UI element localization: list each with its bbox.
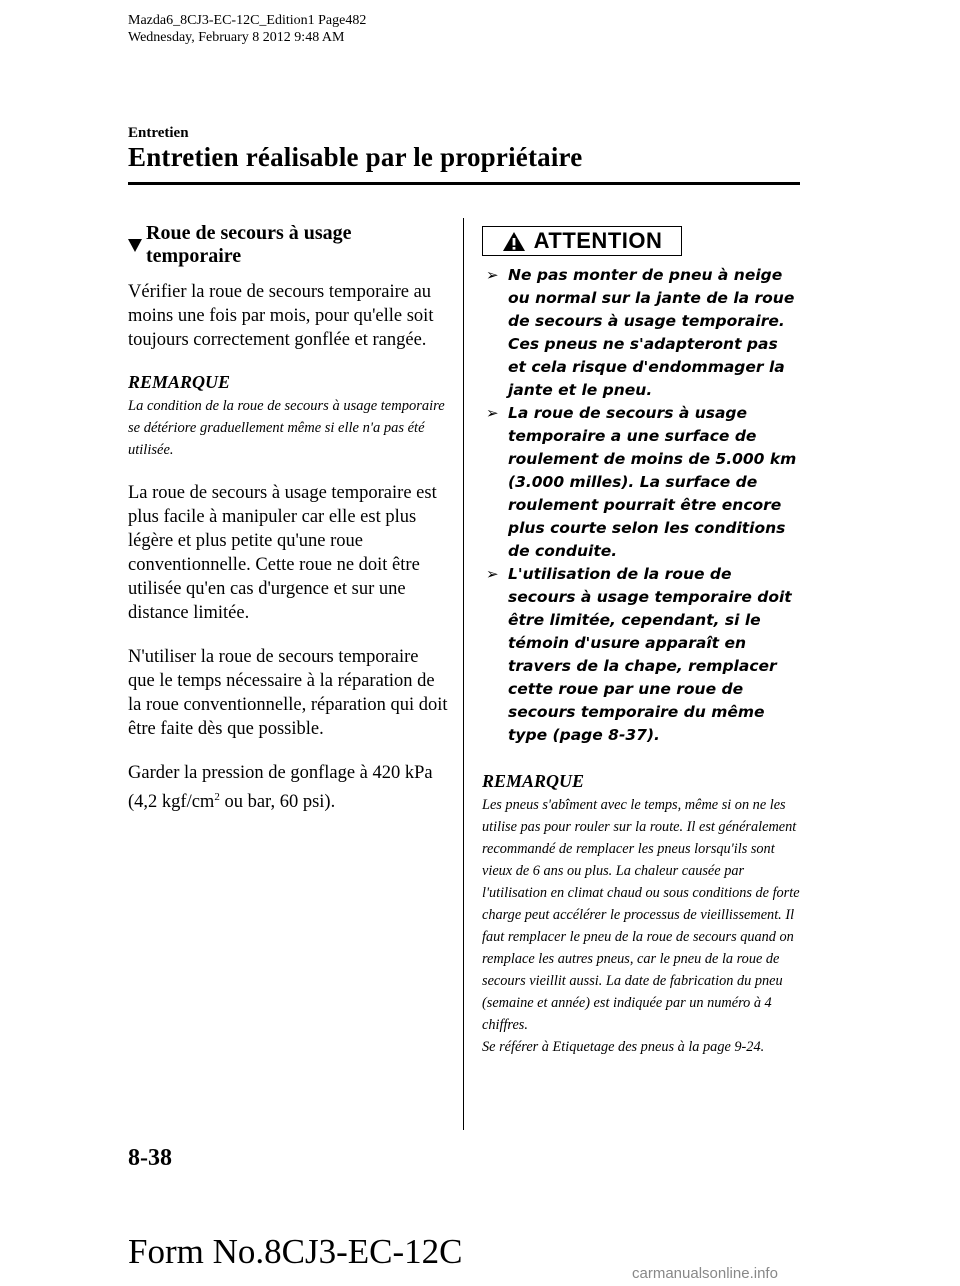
column-divider: [463, 218, 464, 1130]
paragraph-check: Vérifier la roue de secours temporaire au moins une fois par mois, pour qu'elle soit toujours correctement gonflée et rangée.: [128, 282, 434, 350]
pressure-text-end: ou bar, 60 psi).: [219, 792, 336, 813]
right-column: [482, 226, 800, 1058]
arrow-bullet-icon: ➢: [486, 266, 499, 284]
paragraph-handling: La roue de secours à usage temporaire est plus facile à manipuler car elle est plus légère et plus petite qu'une roue conventionnelle. Cette roue ne doit être utilisée qu'en cas d'urgence et sur une distance limitée.: [128, 483, 437, 623]
watermark: carmanualsonline.info: [632, 1265, 778, 1282]
paragraph-usage: N'utiliser la roue de secours temporaire que le temps nécessaire à la réparation de la roue conventionnelle, réparation qui doit être faite dès que possible.: [128, 647, 448, 739]
list-item-text: L'utilisation de la roue de secours à usage temporaire doit être limitée, cependant, si le témoin d'usure apparaît en travers de la chape, remplacer cette roue par une roue de secours temporaire du même type (page 8-37).: [508, 565, 792, 744]
attention-box: [482, 226, 682, 256]
pressure-text: Garder la pression de gonflage à 420 kPa (4,2 kgf/cm: [128, 763, 433, 813]
remark-title: REMARQUE: [482, 771, 585, 791]
arrow-bullet-icon: ➢: [486, 404, 499, 422]
attention-list: [482, 264, 800, 747]
remark-text: Les pneus s'abîment avec le temps, même si on ne les utilise pas pour rouler sur la route. Il est généralement recommandé de remplacer les pneus lorsqu'ils sont vieux de 6 ans ou plus. La chaleur causée par l'utilisation en climat chaud ou sous conditions de forte charge peut accélérer le processus de vieillissement. Il faut remplacer le pneu de la roue de secours quand on remplace les autres pneus, car le pneu de la roue de secours vieillit aussi. La date de fabrication du pneu (semaine et année) est indiquée par un numéro à 4 chiffres.: [482, 797, 800, 1033]
list-item: [482, 264, 800, 402]
paragraph-pressure: [128, 761, 448, 814]
page-number: 8-38: [128, 1145, 172, 1171]
attention-label: ATTENTION: [533, 228, 663, 253]
list-item: [482, 402, 800, 563]
arrow-bullet-icon: ➢: [486, 565, 499, 583]
subheading: [128, 222, 448, 268]
page-title: Entretien réalisable par le propriétaire: [128, 142, 583, 172]
warning-icon: [502, 231, 526, 252]
triangle-down-icon: [128, 239, 142, 252]
subheading-text: Roue de secours à usage temporaire: [146, 222, 352, 267]
list-item-text: Ne pas monter de pneu à neige ou normal sur la jante de la roue de secours à usage temporaire. Ces pneus ne s'adapteront pas et cela risque d'endommager la jante et le pneu.: [508, 266, 795, 399]
list-item: [482, 563, 800, 747]
list-item-text: La roue de secours à usage temporaire a une surface de roulement de moins de 5.000 km (3.000 milles). La surface de roulement pourrait être encore plus courte selon les conditions de conduite.: [508, 404, 797, 560]
print-header-file: Mazda6_8CJ3-EC-12C_Edition1 Page482: [128, 13, 367, 28]
pressure-superscript: 2: [214, 791, 220, 803]
print-header: [128, 12, 366, 46]
section-label: Entretien: [128, 125, 189, 141]
title-rule: [128, 182, 800, 185]
remark-text: La condition de la roue de secours à usage temporaire se détériore graduellement même si elle n'a pas été utilisée.: [128, 398, 445, 458]
left-column: [128, 222, 448, 834]
remark-block: [482, 771, 800, 1058]
form-number: Form No.8CJ3-EC-12C: [128, 1232, 463, 1271]
remark-reference: Se référer à Etiquetage des pneus à la page 9-24.: [482, 1039, 765, 1055]
remark-title: REMARQUE: [128, 372, 231, 392]
print-header-date: Wednesday, February 8 2012 9:48 AM: [128, 30, 345, 45]
